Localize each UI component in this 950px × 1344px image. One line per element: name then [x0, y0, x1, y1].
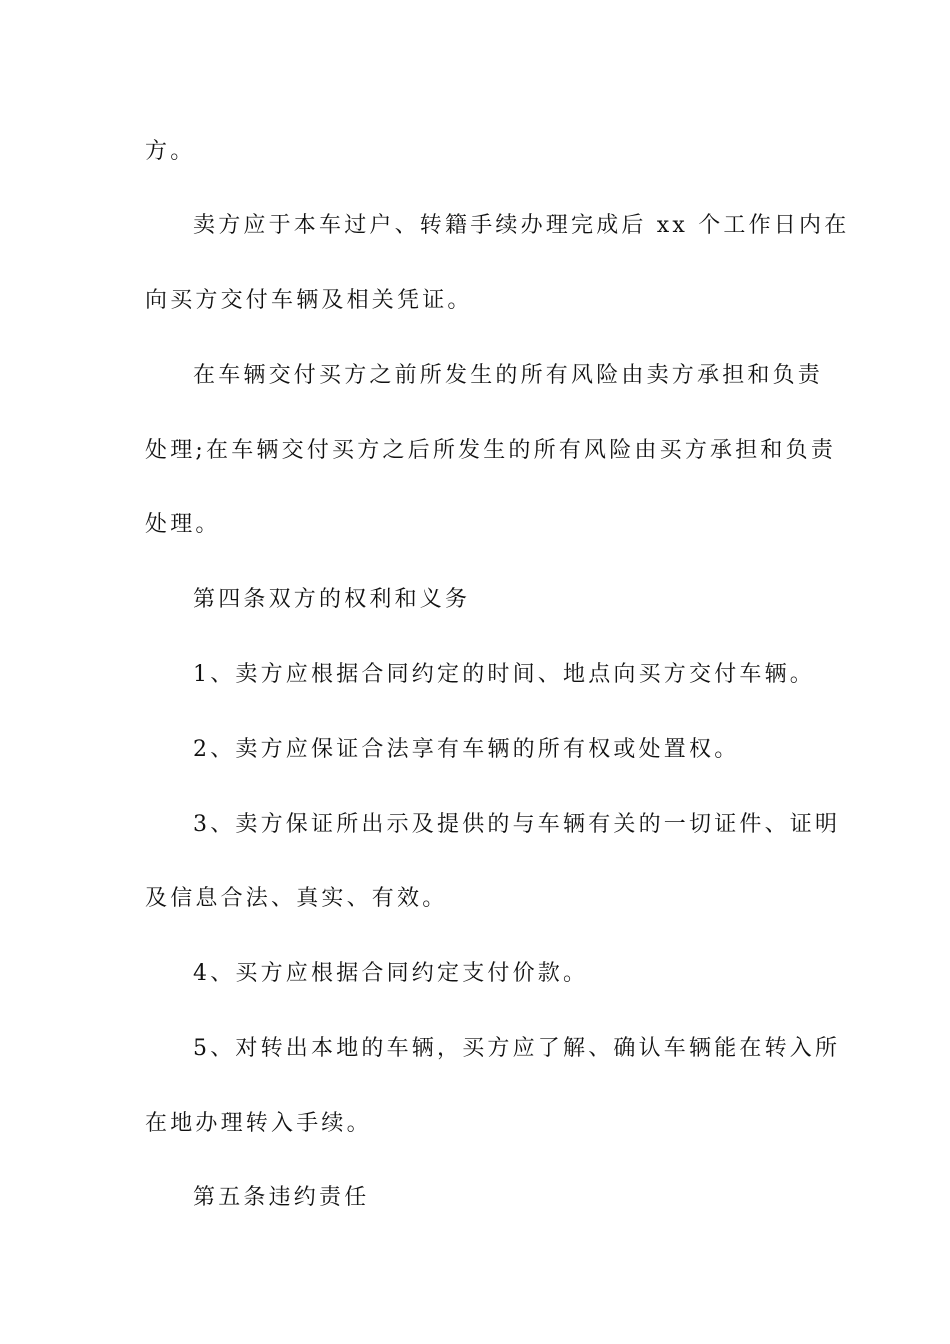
list-item-3: 3、卖方保证所出示及提供的与车辆有关的一切证件、证明	[193, 812, 841, 837]
list-item-4: 4、买方应根据合同约定支付价款。	[193, 961, 589, 986]
text-line: 处理;在车辆交付买方之后所发生的所有风险由买方承担和负责	[145, 438, 837, 463]
text-line-continuation: 方。	[145, 139, 196, 164]
text-line: 向买方交付车辆及相关凭证。	[145, 288, 473, 313]
text-line: 处理。	[145, 512, 221, 537]
section-heading-article-5: 第五条违约责任	[193, 1185, 370, 1210]
text-line: 在地办理转入手续。	[145, 1111, 372, 1136]
list-item-1: 1、卖方应根据合同约定的时间、地点向买方交付车辆。	[193, 662, 815, 687]
list-item-5: 5、对转出本地的车辆，买方应了解、确认车辆能在转入所	[193, 1036, 841, 1061]
text-line: 及信息合法、真实、有效。	[145, 886, 448, 911]
paragraph-risk: 在车辆交付买方之前所发生的所有风险由卖方承担和负责	[193, 363, 824, 388]
list-item-2: 2、卖方应保证合法享有车辆的所有权或处置权。	[193, 737, 740, 762]
section-heading-article-4: 第四条双方的权利和义务	[193, 587, 471, 612]
paragraph-delivery-time: 卖方应于本车过户、转籍手续办理完成后 xx 个工作日内在	[193, 213, 850, 238]
